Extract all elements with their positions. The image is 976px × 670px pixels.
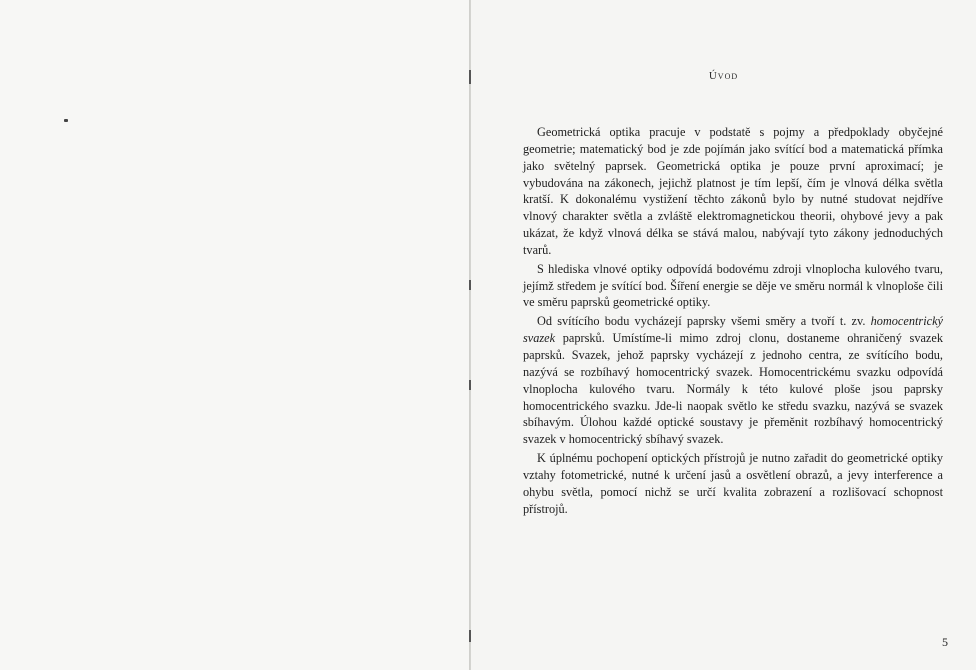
paragraph-3-start: Od svítícího bodu vycházejí paprsky všemi směry a tvoří t. zv. [537, 314, 871, 329]
paragraph-3-rest: paprsků. Umístíme-li mimo zdroj clonu, dostaneme ohraničený svazek paprsků. Svazek, jehož paprsky vycházejí z jednoho centra, ze svítícího bodu, nazývá se rozbíhavý homocentrický svazek. Homocentrickému svazku odpovídá vlnoplocha kulového tvaru. Normály k této kulové ploše jsou paprsky homocentrického svazku. Jde-li naopak světlo ke středu svazku, nazývá se svazek sbíhavým. Úlohou každé optické soustavy je přeměnit rozbíhavý homocentrický svazek v homocentrický sbíhavý svazek. [523, 331, 943, 447]
body-text [523, 124, 943, 519]
term-homocentric-beam: homocentrický svazek [523, 314, 943, 346]
dust-speck [64, 119, 68, 122]
paragraph-4: K úplnému pochopení optických přístrojů je nutno zařadit do geometrické optiky vztahy fotometrické, nutné k určení jasů a osvětlení obrazů, a jevy interference a ohybu světla, pomocí nichž se určí kvalita zobrazení a rozlišovací schopnost přístrojů. [523, 451, 943, 516]
paragraph-2: S hlediska vlnové optiky odpovídá bodovému zdroji vlnoplocha kulového tvaru, jejímž středem je svítící bod. Šíření energie se děje ve směru normál k vlnoploše čili ve směru paprsků geometrické optiky. [523, 261, 943, 310]
page-number: 5 [942, 635, 948, 649]
left-page [0, 0, 470, 670]
chapter-heading: Úvod [708, 70, 739, 82]
paragraph-1: Geometrická optika pracuje v podstatě s pojmy a předpoklady obyčejné geometrie; matematický bod je zde pojímán jako svítící bod a matematická přímka jako světelný paprsek. Geometrická optika je pouze první aproximací; je vybudována na zákonech, jejichž platnost je tím lepší, čím je vlnová délka světla kratší. K dokonalému vystižení těchto zákonů bylo by nutné studovat nejdříve vlnový charakter světla a zvláště elektromagnetickou theorii, ohybové jevy a pak ukázat, že když vlnová délka se stává malou, nabývají tyto zákony jednoduchých tvarů. [523, 125, 943, 257]
paragraph-3 [523, 313, 943, 448]
right-page [471, 0, 976, 670]
